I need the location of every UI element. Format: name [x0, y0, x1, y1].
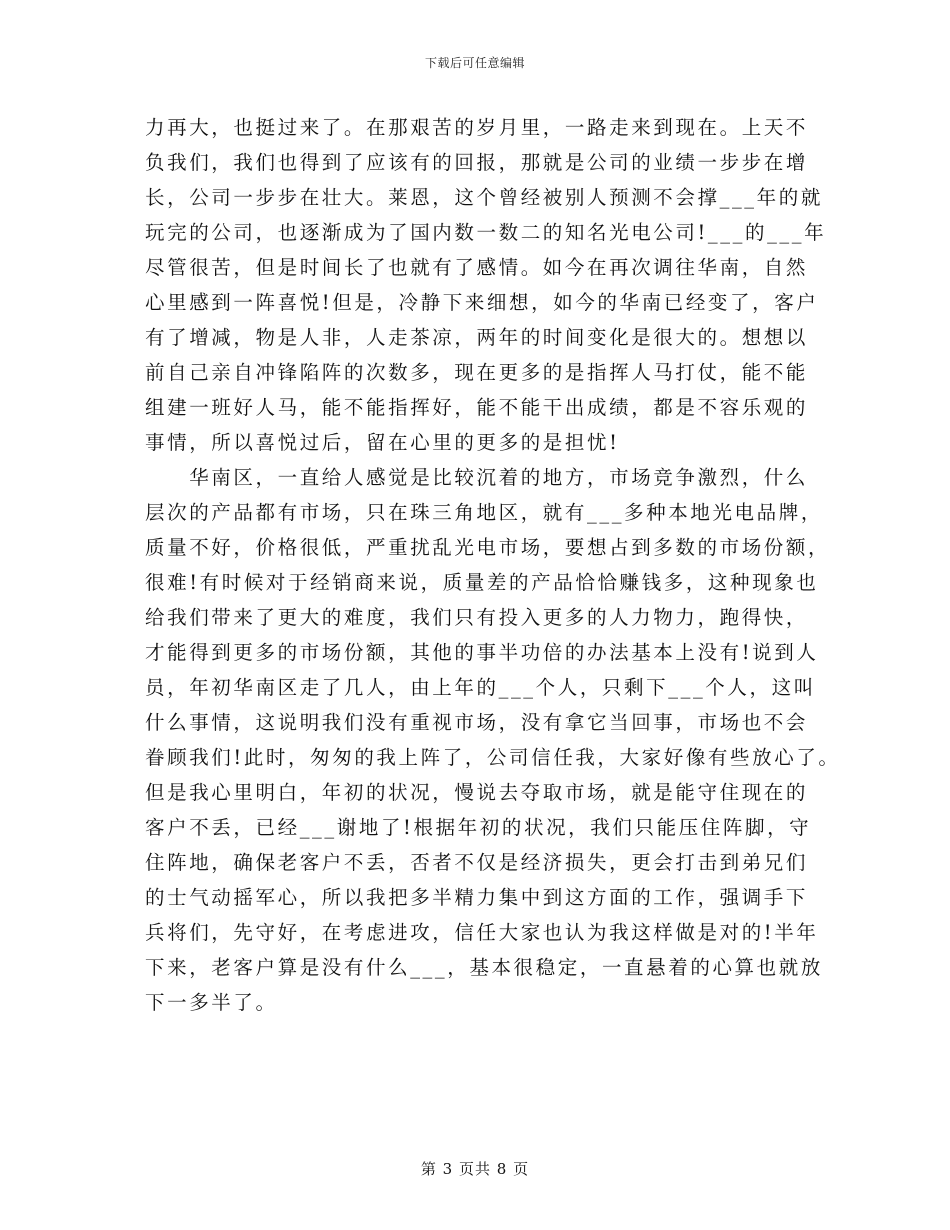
text-line: 负我们，我们也得到了应该有的回报，那就是公司的业绩一步步在增: [145, 151, 809, 174]
text-line: 下一多半了。: [145, 991, 278, 1014]
text-line: 才能得到更多的市场份额，其他的事半功倍的办法基本上没有!说到人: [145, 641, 819, 664]
text-line: 事情，所以喜悦过后，留在心里的更多的是担忧!: [145, 431, 620, 454]
text-line: 兵将们，先守好，在考虑进攻，信任大家也认为我这样做是对的!半年: [145, 921, 819, 944]
text-line: 眷顾我们!此时，匆匆的我上阵了，公司信任我，大家好像有些放心了。: [145, 746, 841, 769]
text-line: 层次的产品都有市场，只在珠三角地区，就有___多种本地光电品牌，: [145, 501, 823, 524]
text-line: 什么事情，这说明我们没有重视市场，没有拿它当回事，市场也不会: [145, 711, 809, 734]
text-line: 质量不好，价格很低，严重扰乱光电市场，要想占到多数的市场份额，: [145, 536, 831, 559]
text-line: 很难!有时候对于经销商来说，质量差的产品恰恰赚钱多，这种现象也: [145, 571, 819, 594]
text-line: 的士气动摇军心，所以我把多半精力集中到这方面的工作，强调手下: [145, 886, 809, 909]
document-body: [145, 110, 841, 1020]
text-line: 住阵地，确保老客户不丢，否者不仅是经济损失，更会打击到弟兄们: [145, 851, 809, 874]
text-line: 玩完的公司，也逐渐成为了国内数一数二的知名光电公司!___的___年: [145, 221, 827, 244]
text-line: 员，年初华南区走了几人，由上年的___个人，只剩下___个人，这叫: [145, 676, 816, 699]
text-line: 给我们带来了更大的难度，我们只有投入更多的人力物力，跑得快，: [145, 606, 809, 629]
page-number: 第 3 页共 8 页: [420, 1160, 530, 1178]
text-line: 前自己亲自冲锋陷阵的次数多，现在更多的是指挥人马打仗，能不能: [145, 361, 809, 384]
text-line: 长，公司一步步在壮大。莱恩，这个曾经被别人预测不会撑___年的就: [145, 186, 823, 209]
text-line: 有了增减，物是人非，人走茶凉，两年的时间变化是很大的。想想以: [145, 326, 809, 349]
text-line: 尽管很苦，但是时间长了也就有了感情。如今在再次调往华南，自然: [145, 256, 809, 279]
text-line: 组建一班好人马，能不能指挥好，能不能干出成绩，都是不容乐观的: [145, 396, 809, 419]
text-line: 心里感到一阵喜悦!但是，冷静下来细想，如今的华南已经变了，客户: [145, 291, 819, 314]
text-line: 力再大，也挺过来了。在那艰苦的岁月里，一路走来到现在。上天不: [145, 116, 809, 139]
text-line: 华南区，一直给人感觉是比较沉着的地方，市场竞争激烈，什么: [145, 466, 809, 489]
text-line: 客户不丢，已经___谢地了!根据年初的状况，我们只能压住阵脚，守: [145, 816, 812, 839]
text-line: 下来，老客户算是没有什么___，基本很稳定，一直悬着的心算也就放: [145, 956, 823, 979]
text-line: 但是我心里明白，年初的状况，慢说去夺取市场，就是能守住现在的: [145, 781, 809, 804]
header-note: 下载后可任意编辑: [424, 56, 525, 70]
